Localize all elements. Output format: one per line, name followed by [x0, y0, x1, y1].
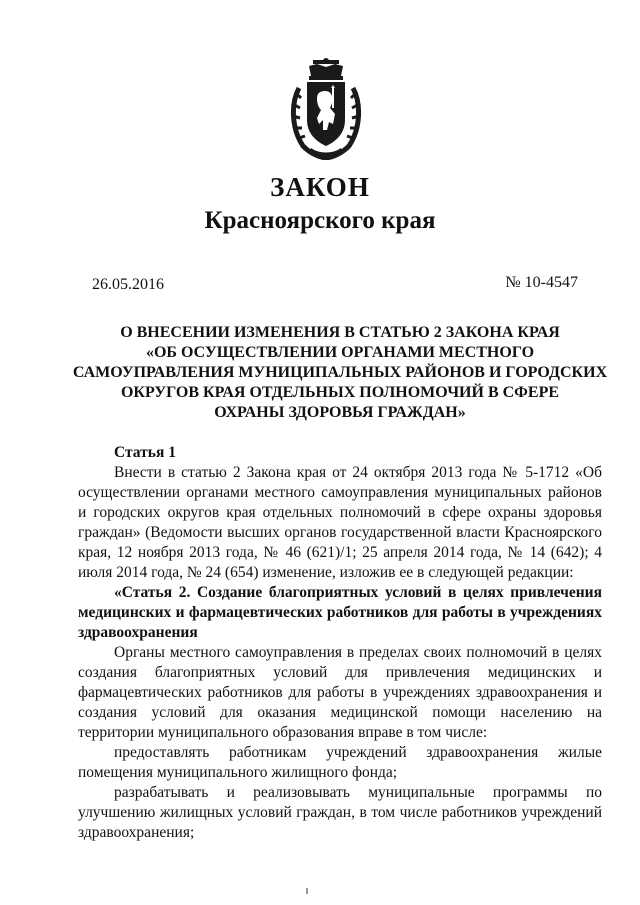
law-heading-line: О ВНЕСЕНИИ ИЗМЕНЕНИЯ В СТАТЬЮ 2 ЗАКОНА КРАЯ — [120, 324, 560, 341]
krasnoyarsk-coat-of-arms-emblem — [287, 58, 365, 160]
scan-mark — [306, 888, 308, 894]
document-body — [78, 443, 602, 843]
document-subtitle: Красноярского края — [204, 207, 436, 234]
law-heading-line: ОКРУГОВ КРАЯ ОТДЕЛЬНЫХ ПОЛНОМОЧИЙ В СФЕРЕ — [120, 384, 560, 401]
law-date: 26.05.2016 — [92, 276, 164, 293]
document-title: ЗАКОН — [270, 172, 370, 202]
article-intro-paragraph: Внести в статью 2 Закона края от 24 октября 2013 года № 5-1712 «Об осуществлении органами местного самоуправления муниципальных районов и городских округов края отдельных полномочий в сфере охраны здоровья граждан» (Ведомости высших органов государственной власти Красноярского края, 12 ноября 2013 года, № 46 (621)/1; 25 апреля 2014 года, № 14 (642); 4 июля 2014 года, № 24 (654) изменение, изложив ее в следующей редакции: — [78, 464, 602, 581]
law-number: № 10-4547 — [505, 274, 578, 291]
body-paragraph: предоставлять работникам учреждений здравоохранения жилые помещения муниципального жилищного фонда; — [78, 744, 602, 781]
law-heading-line: САМОУПРАВЛЕНИЯ МУНИЦИПАЛЬНЫХ РАЙОНОВ И ГОРОДСКИХ — [72, 364, 608, 381]
law-heading-line: «ОБ ОСУЩЕСТВЛЕНИИ ОРГАНАМИ МЕСТНОГО — [145, 344, 535, 361]
law-heading-line: ОХРАНЫ ЗДОРОВЬЯ ГРАЖДАН» — [214, 404, 466, 421]
body-paragraph: разрабатывать и реализовывать муниципальные программы по улучшению жилищных условий граждан, в том числе работников учреждений здравоохранения; — [78, 784, 602, 841]
quoted-article-heading: «Статья 2. Создание благоприятных условий в целях привлечения медицинских и фармацевтических работников для работы в учреждениях здравоохранения — [78, 584, 602, 641]
body-paragraph: Органы местного самоуправления в пределах своих полномочий в целях создания благоприятных условий для привлечения медицинских и фармацевтических работников для работы в учреждениях здравоохранения и создания условий для оказания медицинской помощи населению на территории муниципального образования вправе в том числе: — [78, 644, 602, 741]
law-heading — [70, 323, 610, 423]
article-heading: Статья 1 — [114, 444, 176, 461]
